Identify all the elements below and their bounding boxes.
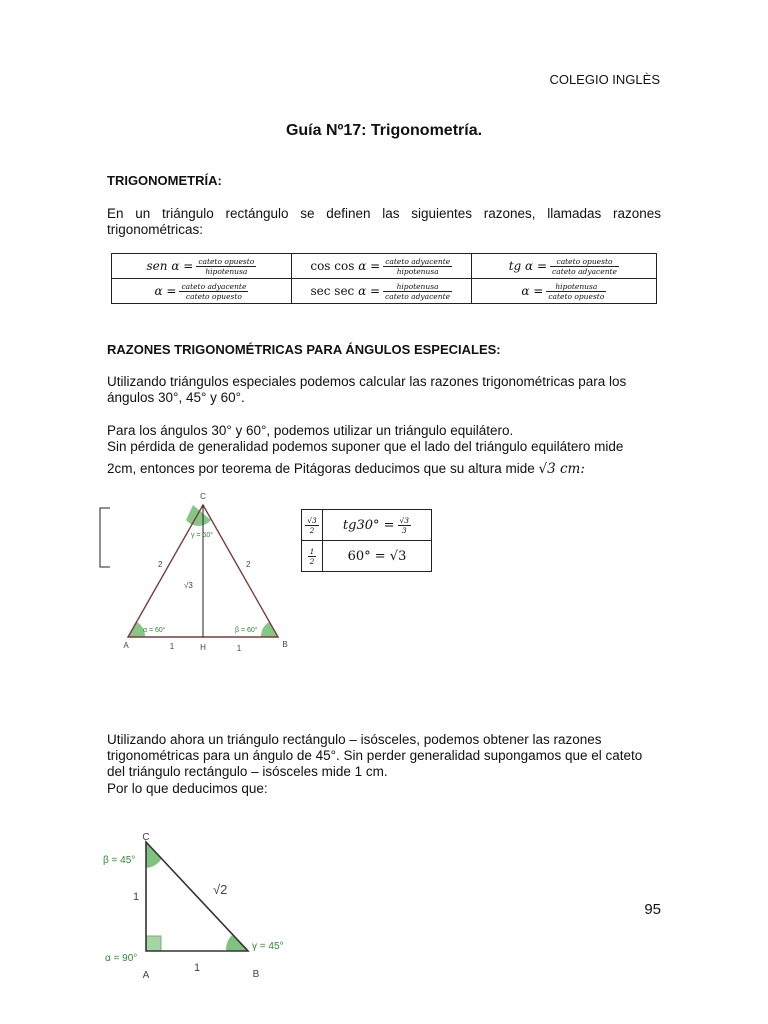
mini-cell: tg30° = $\frac{√3}{3}$ (323, 510, 432, 541)
foot-h-label: H (200, 643, 206, 652)
ratio-cell: cos cos α = $\frac{\text{cateto adyacente}}{\text{hipotenusa}}$ (291, 254, 471, 279)
alpha-angle-label: α = 60° (143, 627, 166, 634)
page-title: Guía Nº17: Trigonometría. (285, 122, 483, 139)
triangle-outline (146, 842, 248, 951)
mini-cell: $\frac{√3}{2}$ (302, 510, 323, 541)
side-right-label: 2 (246, 560, 251, 569)
ratio-cell: tg α = $\frac{\text{cateto opuesto}}{\text{cateto adyacente}}$ (471, 254, 656, 279)
ratio-cell: α = $\frac{\text{hipotenusa}}{\text{cateto opuesto}}$ (471, 279, 656, 304)
ratio-row-2 (112, 279, 657, 304)
side-bracket (100, 508, 110, 567)
section-heading-special-angles: RAZONES TRIGONOMÉTRICAS PARA ÁNGULOS ESPECIALES: (107, 342, 501, 357)
mini-cell: 60° = √3 (323, 541, 432, 572)
right-angle-marker (146, 936, 161, 951)
ratio-row-1 (112, 254, 657, 279)
angle-marker-c (186, 505, 211, 526)
beta-angle-label: β = 60° (235, 627, 258, 634)
equilateral-paragraph-3: 2cm, entonces por teorema de Pitágoras deducimos que su altura mide √3 cm: (107, 461, 585, 477)
vertex-c-label: C (142, 832, 150, 843)
base-left-label: 1 (169, 642, 175, 651)
special-angles-paragraph: Utilizando triángulos especiales podemos calcular las razones trigonométricas para los ángulos 30°, 45° y 60°. (107, 374, 627, 405)
isosceles-paragraph: Utilizando ahora un triángulo rectángulo – isósceles, podemos obtener las razones trigonométricas para un ángulo de 45°. Sin perder generalidad supongamos que el cateto del triángulo rectángulo – isósceles mide 1 cm. (107, 732, 643, 779)
ratio-cell: sec sec α = $\frac{\text{hipotenusa}}{\text{cateto adyacente}}$ (291, 279, 471, 304)
base-right-label: 1 (236, 644, 242, 653)
equilateral-triangle-diagram (96, 488, 296, 658)
equilateral-paragraph-1: Para los ángulos 30° y 60°, podemos utilizar un triángulo equilátero. (107, 423, 514, 438)
ratio-cell: α = $\frac{\text{cateto adyacente}}{\text{cateto opuesto}}$ (112, 279, 292, 304)
vertex-c-label: C (200, 492, 206, 501)
page-number: 95 (644, 901, 661, 918)
vertex-b-label: B (282, 640, 288, 649)
gamma-angle-label: γ = 60° (191, 532, 214, 539)
horizontal-leg-label: 1 (193, 962, 201, 974)
section-heading-trigonometria: TRIGONOMETRÍA: (107, 173, 222, 188)
mini-row-2 (302, 541, 432, 572)
special-values-table (301, 509, 432, 572)
equilateral-paragraph-2: Sin pérdida de generalidad podemos suponer que el lado del triángulo equilátero mide (107, 439, 624, 454)
vertex-a-label: A (142, 970, 150, 981)
school-name: COLEGIO INGLÈS (549, 72, 660, 87)
side-left-label: 2 (158, 560, 163, 569)
angle-marker-c (146, 842, 162, 868)
right-isosceles-triangle-diagram (96, 828, 306, 983)
gamma-angle-label: γ = 45° (252, 941, 284, 952)
vertex-b-label: B (252, 969, 260, 980)
intro-paragraph: En un triángulo rectángulo se definen las siguientes razones, llamadas razones trigonométricas: (107, 206, 661, 237)
mini-row-1 (302, 510, 432, 541)
ratio-cell: sen α = $\frac{\text{cateto opuesto}}{\text{hipotenusa}}$ (112, 254, 292, 279)
mini-cell: $\frac{1}{2}$ (302, 541, 323, 572)
beta-angle-label: β = 45° (103, 855, 136, 866)
vertical-leg-label: 1 (132, 891, 140, 903)
hypotenuse-label: √2 (213, 882, 228, 897)
angle-marker-b (261, 622, 278, 637)
height-label: √3 (184, 581, 193, 590)
vertex-a-label: A (123, 641, 129, 650)
ratio-definitions-table (111, 253, 657, 304)
deduction-paragraph: Por lo que deducimos que: (107, 781, 268, 796)
alpha-angle-label: α = 90° (105, 953, 138, 964)
